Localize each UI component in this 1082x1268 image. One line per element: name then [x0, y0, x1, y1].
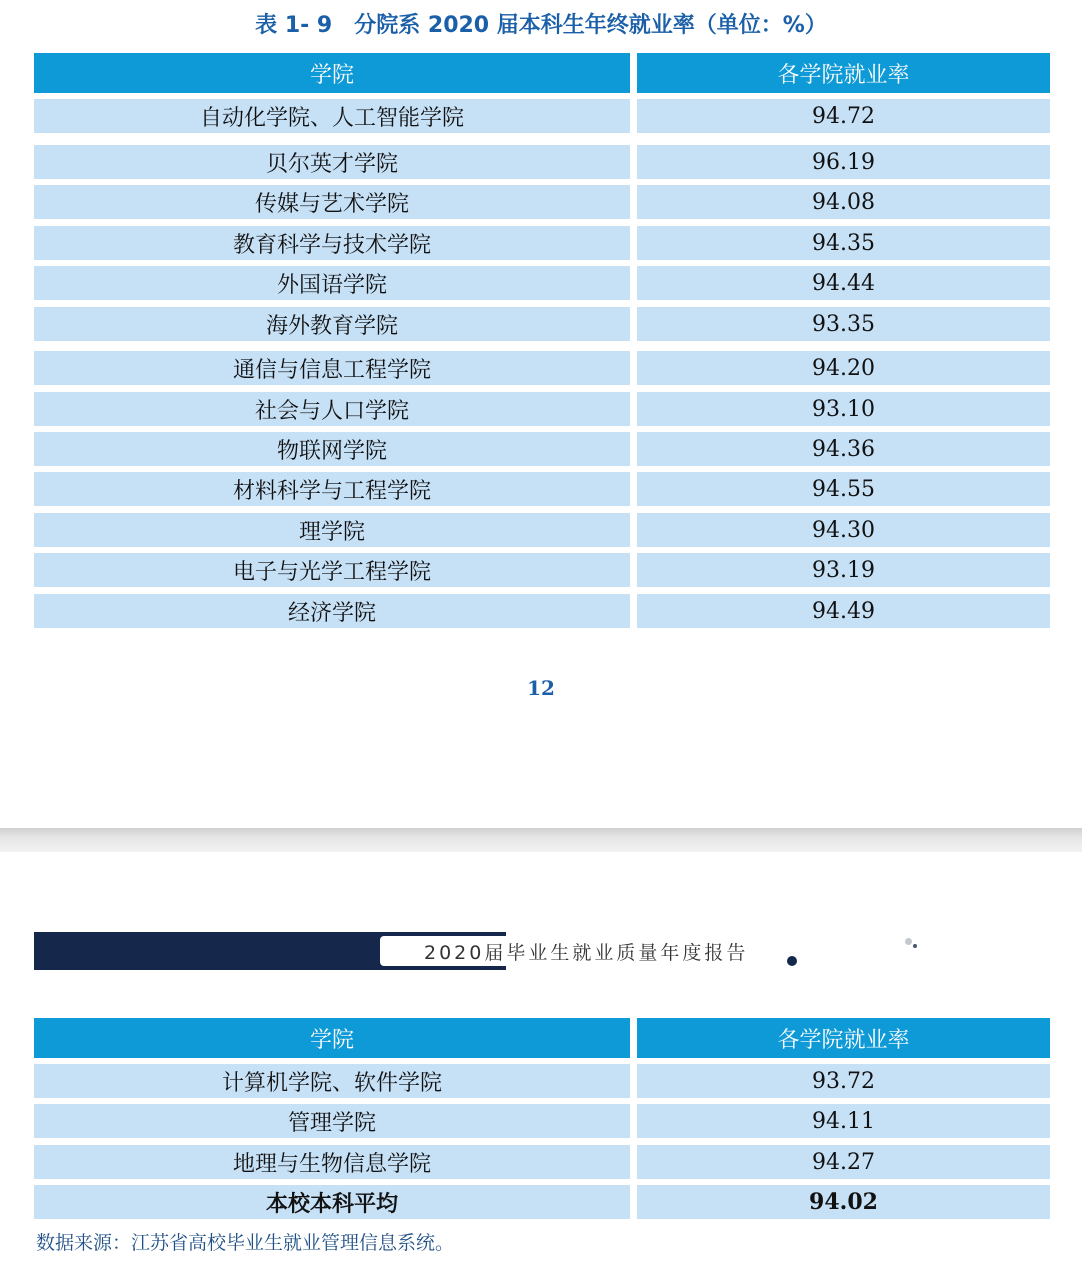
- header-rate: 各学院就业率: [637, 53, 1050, 93]
- header-college: 学院: [34, 1018, 630, 1058]
- employment-rate: 94.36: [637, 432, 1050, 466]
- employment-rate: 94.35: [637, 226, 1050, 260]
- table-row: [34, 392, 1050, 426]
- college-name: 理学院: [34, 513, 630, 547]
- college-name: 经济学院: [34, 594, 630, 628]
- header-rate: 各学院就业率: [637, 1018, 1050, 1058]
- table-row: [34, 1104, 1050, 1138]
- table-row: [34, 1064, 1050, 1098]
- table-row: [34, 185, 1050, 219]
- decorative-dot: [905, 938, 912, 945]
- college-name: 贝尔英才学院: [34, 145, 630, 179]
- college-name: 海外教育学院: [34, 307, 630, 341]
- table-row: [34, 472, 1050, 506]
- table-row: [34, 145, 1050, 179]
- employment-rate: 93.10: [637, 392, 1050, 426]
- college-name: 材料科学与工程学院: [34, 472, 630, 506]
- college-name: 外国语学院: [34, 266, 630, 300]
- employment-rate: 93.19: [637, 553, 1050, 587]
- table-row: [34, 99, 1050, 133]
- page-13: [0, 852, 1082, 1268]
- college-name: 教育科学与技术学院: [34, 226, 630, 260]
- employment-rate: 94.02: [637, 1185, 1050, 1219]
- employment-rate: 94.49: [637, 594, 1050, 628]
- college-name: 物联网学院: [34, 432, 630, 466]
- table-header: [34, 1018, 1050, 1058]
- college-name: 本校本科平均: [34, 1185, 630, 1219]
- table-row: [34, 432, 1050, 466]
- report-header-title: 2020届毕业生就业质量年度报告: [380, 936, 748, 966]
- decorative-dot: [913, 944, 917, 948]
- employment-rate: 94.20: [637, 351, 1050, 385]
- table-header: [34, 53, 1050, 93]
- table-row: [34, 307, 1050, 341]
- table-row: [34, 1145, 1050, 1179]
- page-number: 12: [527, 676, 555, 700]
- employment-rate: 94.55: [637, 472, 1050, 506]
- employment-rate: 94.11: [637, 1104, 1050, 1138]
- page-separator: [0, 828, 1082, 852]
- employment-rate: 94.08: [637, 185, 1050, 219]
- table-row: [34, 266, 1050, 300]
- college-name: 传媒与艺术学院: [34, 185, 630, 219]
- table-title: 表 1- 9 分院系 2020 届本科生年终就业率（单位：%）: [255, 13, 827, 38]
- college-name: 通信与信息工程学院: [34, 351, 630, 385]
- header-college: 学院: [34, 53, 630, 93]
- table-row: [34, 553, 1050, 587]
- employment-rate: 93.72: [637, 1064, 1050, 1098]
- employment-rate: 96.19: [637, 145, 1050, 179]
- employment-rate: 93.35: [637, 307, 1050, 341]
- source-note: 数据来源：江苏省高校毕业生就业管理信息系统。: [36, 1232, 455, 1254]
- college-name: 管理学院: [34, 1104, 630, 1138]
- employment-rate: 94.27: [637, 1145, 1050, 1179]
- table-row: [34, 513, 1050, 547]
- employment-rate: 94.44: [637, 266, 1050, 300]
- college-name: 社会与人口学院: [34, 392, 630, 426]
- table-row: [34, 226, 1050, 260]
- table-row: [34, 594, 1050, 628]
- average-row: [34, 1185, 1050, 1219]
- decorative-dot: [787, 956, 797, 966]
- college-name: 电子与光学工程学院: [34, 553, 630, 587]
- college-name: 自动化学院、人工智能学院: [34, 99, 630, 133]
- table-row: [34, 351, 1050, 385]
- college-name: 地理与生物信息学院: [34, 1145, 630, 1179]
- college-name: 计算机学院、软件学院: [34, 1064, 630, 1098]
- employment-rate: 94.72: [637, 99, 1050, 133]
- employment-rate: 94.30: [637, 513, 1050, 547]
